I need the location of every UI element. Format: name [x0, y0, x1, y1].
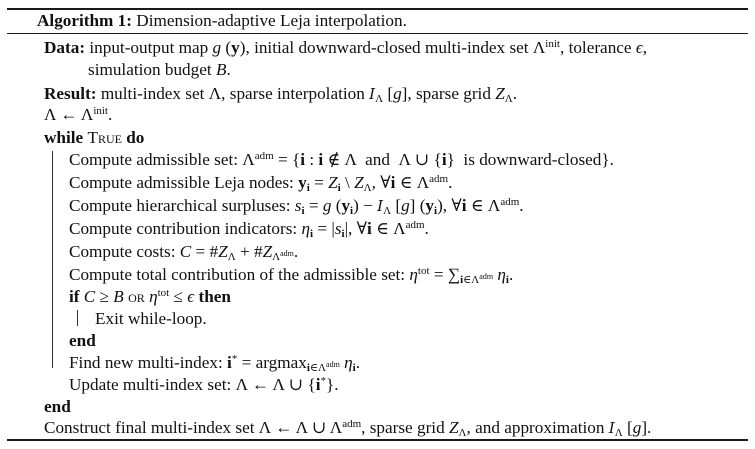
do-keyword: do: [126, 128, 145, 147]
data-text: input-output map g (y), initial downward-closed multi-index set $\Lambda^{init}$, tolerance ϵ,: [89, 38, 648, 57]
step-surpluses: Compute hierarchical surpluses: $s_i = g$ $(y_i) - I_\Lambda$ [g] $(y_i)$, ∀i ∈ $\Lambda^{adm}$.: [69, 196, 524, 217]
data-line: [44, 37, 647, 59]
algorithm-title: Dimension-adaptive Leja interpolation.: [136, 11, 407, 30]
result-text: multi-index set Λ, sparse interpolation $I_\Lambda$ [g], sparse grid $Z_\Lambda$.: [100, 84, 518, 105]
caption-rule: [7, 33, 748, 34]
while-keyword: while: [44, 128, 84, 147]
end-keyword: end: [44, 397, 71, 416]
step-update-set: Update multi-index set: Λ ← Λ ∪ {i*}.: [69, 375, 339, 394]
if-block-bar: [77, 310, 78, 326]
step-total-contribution: Compute total contribution of the admissible set: $\eta^{tot} = \sum_{i\in\Lambda^{adm}}$ $\eta_i$.: [69, 265, 514, 286]
init-line: Λ ← $\Lambda^{init}$.: [44, 105, 113, 124]
end-keyword: end: [69, 331, 96, 350]
if-end-line: [69, 330, 96, 352]
if-keyword: if: [69, 287, 80, 306]
if-line: if C ≥ B or $\eta^{tot} \le \epsilon$ then: [69, 287, 231, 306]
algorithm-label: Algorithm 1:: [37, 11, 132, 30]
then-keyword: then: [198, 287, 231, 306]
algorithm-caption: [37, 10, 407, 32]
final-line: Construct final multi-index set Λ ← Λ ∪ $\Lambda^{adm}$, sparse grid $Z_\Lambda$, and approximation $I_\Lambda$ [g].: [44, 418, 652, 439]
result-line: [44, 83, 517, 105]
step-find-index: Find new multi-index: i* = argmax$_{i\in\Lambda^{adm}}$ $\eta_i$.: [69, 353, 360, 374]
step-leja-nodes: Compute admissible Leja nodes: $y_i = Z_i$ \ $Z_\Lambda$, ∀i ∈ $\Lambda^{adm}$.: [69, 173, 453, 194]
bottom-rule: [7, 439, 748, 441]
while-condition: True: [87, 128, 122, 147]
exit-text: Exit while-loop.: [95, 309, 207, 328]
while-block-bar: [52, 151, 53, 368]
while-line: [44, 127, 144, 149]
step-costs: Compute costs: $C = \#Z_\Lambda$ + $\#Z_{\Lambda^{adm}}$.: [69, 242, 299, 263]
step-indicators: Compute contribution indicators: $\eta_i = |s_i|$, ∀i ∈ $\Lambda^{adm}$.: [69, 219, 429, 240]
exit-line: [95, 308, 207, 330]
data-line-2: simulation budget B.: [88, 60, 231, 79]
step-admissible-set: Compute admissible set: $\Lambda^{adm} = \{i$ : i ∉ Λ and Λ ∪ {i} is downward-closed}.: [69, 150, 614, 169]
result-label: Result:: [44, 84, 97, 103]
while-end-line: [44, 396, 71, 418]
data-label: Data:: [44, 38, 86, 57]
